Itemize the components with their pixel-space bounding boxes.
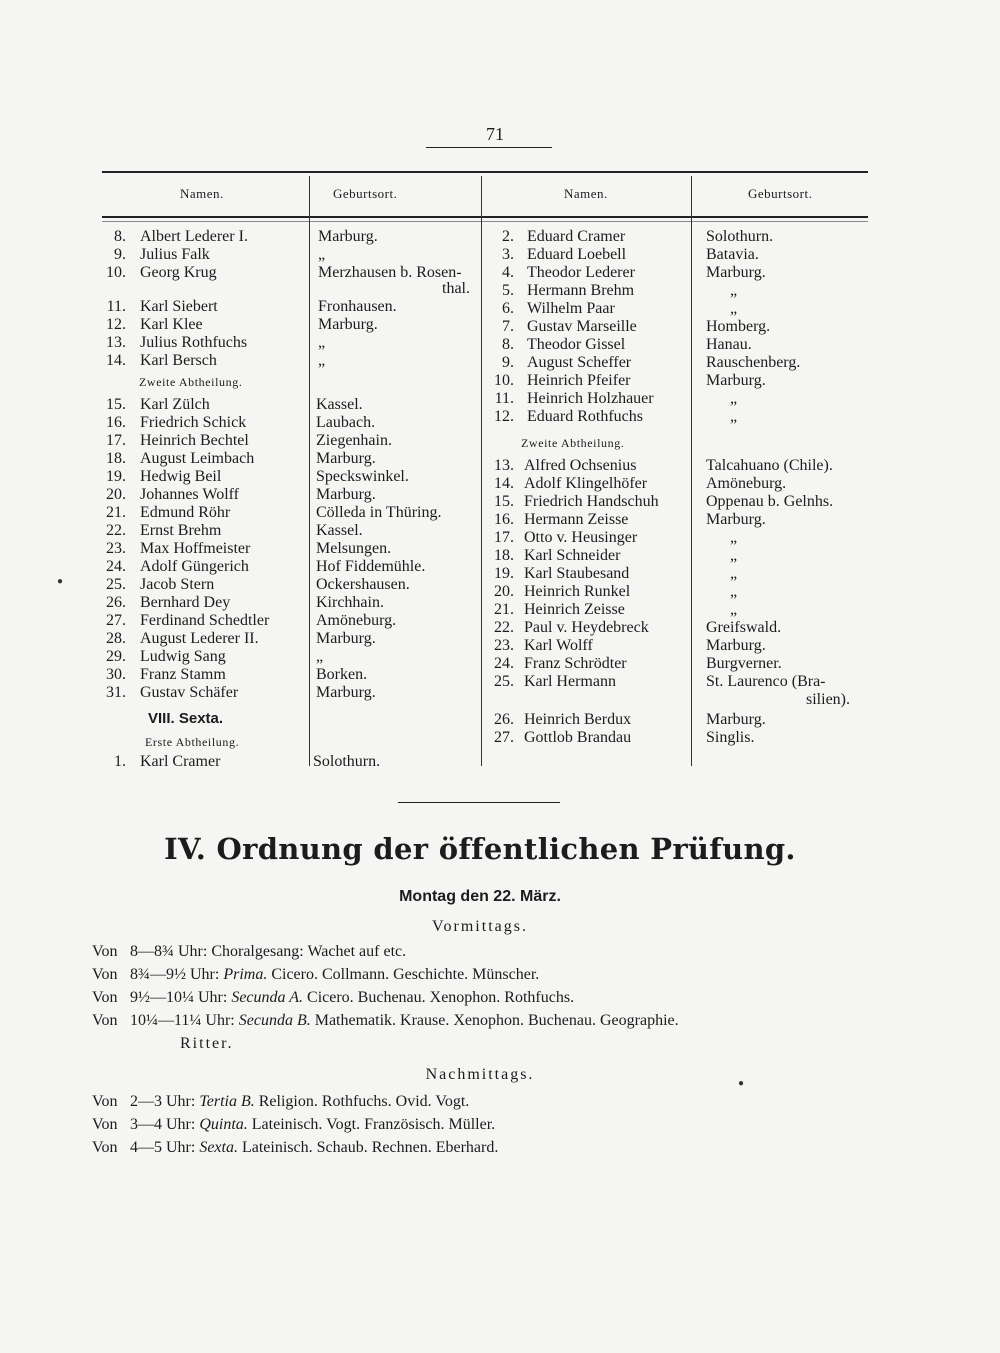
row-number: 19. (494, 565, 514, 582)
row-name: Karl Siebert (140, 298, 218, 315)
row-name: August Leimbach (140, 450, 255, 467)
row-name: Heinrich Runkel (524, 583, 631, 600)
row-number: 16. (494, 511, 514, 528)
row-place: „ (318, 334, 326, 351)
row-name: Heinrich Bechtel (140, 432, 249, 449)
row-number: 18. (494, 547, 514, 564)
schedule-class: Secunda A. (231, 989, 304, 1006)
row-place: Singlis. (706, 729, 755, 746)
row-number: 22. (106, 522, 126, 539)
row-number: 18. (106, 450, 126, 467)
row-number: 23. (106, 540, 126, 557)
row-place: Marburg. (706, 511, 766, 528)
schedule-time: 8—8¾ Uhr: (130, 943, 208, 960)
row-place: Marburg. (706, 264, 766, 281)
class-heading-sexta: VIII. Sexta. (148, 710, 224, 727)
row-place: Marburg. (318, 228, 378, 245)
row-name: Hermann Zeisse (524, 511, 629, 528)
row-name: Albert Lederer I. (140, 228, 248, 245)
row-name: Ferdinand Schedtler (140, 612, 270, 629)
row-name: Karl Klee (140, 316, 203, 333)
row-place: Melsungen. (316, 540, 392, 557)
row-place: silien). (806, 691, 850, 708)
row-place: „ (318, 246, 326, 263)
left-column-divider (309, 176, 310, 766)
row-number: 15. (494, 493, 514, 510)
schedule-time: 3—4 Uhr: (130, 1116, 196, 1133)
row-name: Heinrich Pfeifer (527, 372, 631, 389)
row-place: Marburg. (706, 711, 766, 728)
row-number: 20. (106, 486, 126, 503)
row-number: 26. (494, 711, 514, 728)
row-name: Karl Zülch (140, 396, 210, 413)
row-name: August Scheffer (527, 354, 632, 371)
row-name: Karl Hermann (524, 673, 616, 690)
row-number: 19. (106, 468, 126, 485)
row-number: 8. (114, 228, 126, 245)
row-number: 25. (106, 576, 126, 593)
row-number: 1. (114, 753, 126, 770)
row-place: Amöneburg. (316, 612, 397, 629)
schedule-line (92, 963, 539, 986)
row-name: Adolf Güngerich (140, 558, 249, 575)
left-subheading-erste: Erste Abtheilung. (145, 735, 240, 749)
table-top-rule (102, 171, 868, 173)
von-label: Von (92, 1093, 118, 1110)
row-number: 27. (494, 729, 514, 746)
row-name: Paul v. Heydebreck (524, 619, 649, 636)
row-name: Franz Stamm (140, 666, 226, 683)
row-number: 6. (502, 300, 514, 317)
schedule-class: Prima. (223, 966, 268, 983)
schedule-text: Lateinisch. Vogt. Französisch. Müller. (251, 1116, 496, 1133)
schedule-class: Tertia B. (199, 1093, 255, 1110)
row-name: Karl Wolff (524, 637, 593, 654)
row-place: Borken. (316, 666, 368, 683)
row-name: Johannes Wolff (140, 486, 239, 503)
row-number: 21. (494, 601, 514, 618)
schedule-time: 9½—10¼ Uhr: (130, 989, 228, 1006)
row-place: Rauschenberg. (706, 354, 801, 371)
header-right-place: Geburtsort. (748, 186, 813, 201)
schedule-line (92, 1113, 495, 1136)
table-header-rule (102, 216, 868, 218)
row-place: Solothurn. (313, 753, 381, 770)
header-left-place: Geburtsort. (333, 186, 398, 201)
row-name: Karl Staubesand (524, 565, 630, 582)
row-number: 29. (106, 648, 126, 665)
von-label: Von (92, 1012, 118, 1029)
row-place: Hanau. (706, 336, 752, 353)
row-place: „ (730, 300, 738, 317)
row-number: 25. (494, 673, 514, 690)
row-name: Theodor Gissel (527, 336, 626, 353)
row-place: Kirchhain. (316, 594, 384, 611)
row-number: 21. (106, 504, 126, 521)
row-name: Heinrich Holzhauer (527, 390, 654, 407)
row-number: 11. (494, 390, 514, 407)
von-label: Von (92, 943, 118, 960)
row-number: 11. (106, 298, 126, 315)
row-name: Georg Krug (140, 264, 217, 281)
table-header-rule-2 (102, 221, 868, 222)
header-left-name: Namen. (180, 186, 224, 201)
afternoon-label: Nachmittags. (425, 1066, 535, 1083)
row-place: Merzhausen b. Rosen- (318, 264, 462, 281)
row-place: „ (730, 408, 738, 425)
morning-label: Vormittags. (432, 918, 528, 935)
row-name: Alfred Ochsenius (524, 457, 637, 474)
row-place: Marburg. (706, 372, 766, 389)
row-place: Ockershausen. (316, 576, 410, 593)
row-place: Marburg. (316, 630, 376, 647)
row-place: thal. (442, 280, 470, 297)
schedule-time: 4—5 Uhr: (130, 1139, 196, 1156)
row-number: 10. (494, 372, 514, 389)
row-name: Julius Rothfuchs (140, 334, 248, 351)
row-name: Ludwig Sang (140, 648, 226, 665)
row-number: 9. (114, 246, 126, 263)
row-place: „ (730, 565, 738, 582)
schedule-line (92, 1090, 469, 1113)
schedule-line (92, 1009, 679, 1032)
von-label: Von (92, 1116, 118, 1133)
schedule-class: Secunda B. (238, 1012, 311, 1029)
row-number: 24. (106, 558, 126, 575)
row-place: Ziegenhain. (316, 432, 392, 449)
row-place: „ (730, 529, 738, 546)
row-place: Kassel. (316, 522, 363, 539)
row-name: Friedrich Handschuh (524, 493, 659, 510)
row-place: Cölleda in Thüring. (316, 504, 442, 521)
row-number: 2. (502, 228, 514, 245)
row-place: „ (730, 282, 738, 299)
page-number: 71 (486, 124, 504, 144)
right-subheading-zweite: Zweite Abtheilung. (521, 436, 625, 450)
row-place: Greifswald. (706, 619, 782, 636)
row-place: „ (730, 547, 738, 564)
row-place: Fronhausen. (318, 298, 397, 315)
row-place: „ (316, 648, 324, 665)
row-number: 13. (494, 457, 514, 474)
schedule-text: Mathematik. Krause. Xenophon. Buchenau. Geographie. (314, 1012, 679, 1029)
row-place: „ (730, 390, 738, 407)
left-subheading-zweite: Zweite Abtheilung. (139, 375, 243, 389)
row-number: 10. (106, 264, 126, 281)
row-place: Solothurn. (706, 228, 774, 245)
row-number: 17. (494, 529, 514, 546)
row-place: „ (730, 583, 738, 600)
row-name: Bernhard Dey (140, 594, 231, 611)
row-place: „ (318, 352, 326, 369)
header-right-name: Namen. (564, 186, 608, 201)
row-name: Karl Cramer (140, 753, 221, 770)
row-name: Julius Falk (140, 246, 210, 263)
row-number: 3. (502, 246, 514, 263)
row-name: Gustav Marseille (527, 318, 637, 335)
schedule-line (92, 940, 406, 963)
row-place: Hof Fiddemühle. (316, 558, 426, 575)
row-name: Hedwig Beil (140, 468, 222, 485)
row-place: Burgverner. (706, 655, 782, 672)
stray-mark-dot: ● (738, 1078, 745, 1089)
row-name: August Lederer II. (140, 630, 259, 647)
row-number: 5. (502, 282, 514, 299)
row-number: 27. (106, 612, 126, 629)
row-number: 22. (494, 619, 514, 636)
row-place: Marburg. (706, 637, 766, 654)
stray-mark-dot: ● (57, 576, 64, 587)
row-number: 14. (106, 352, 126, 369)
schedule-line (92, 1136, 498, 1159)
row-name: Heinrich Zeisse (524, 601, 625, 618)
row-place: Marburg. (316, 486, 376, 503)
schedule-class: Quinta. (199, 1116, 248, 1133)
row-place: Laubach. (316, 414, 376, 431)
row-name: Wilhelm Paar (527, 300, 615, 317)
center-divider (481, 176, 482, 766)
row-name: Otto v. Heusinger (524, 529, 638, 546)
row-number: 16. (106, 414, 126, 431)
row-place: Homberg. (706, 318, 771, 335)
schedule-time: 2—3 Uhr: (130, 1093, 196, 1110)
row-name: Eduard Cramer (527, 228, 626, 245)
von-label: Von (92, 989, 118, 1006)
row-name: Gustav Schäfer (140, 684, 239, 701)
row-place: Marburg. (318, 316, 378, 333)
schedule-text: Religion. Rothfuchs. Ovid. Vogt. (258, 1093, 470, 1110)
row-name: Karl Schneider (524, 547, 621, 564)
row-name: Eduard Rothfuchs (527, 408, 643, 425)
row-number: 4. (502, 264, 514, 281)
row-place: St. Laurenco (Bra- (706, 673, 826, 690)
row-number: 24. (494, 655, 514, 672)
schedule-class: Sexta. (199, 1139, 238, 1156)
row-name: Hermann Brehm (527, 282, 635, 299)
row-place: Talcahuano (Chile). (706, 457, 833, 474)
row-place: Batavia. (706, 246, 759, 263)
row-number: 7. (502, 318, 514, 335)
row-name: Edmund Röhr (140, 504, 231, 521)
row-number: 9. (502, 354, 514, 371)
row-number: 12. (106, 316, 126, 333)
right-column-divider (691, 176, 692, 766)
row-name: Karl Bersch (140, 352, 217, 369)
row-name: Friedrich Schick (140, 414, 247, 431)
row-number: 30. (106, 666, 126, 683)
row-name: Gottlob Brandau (524, 729, 632, 746)
row-name: Adolf Klingelhöfer (524, 475, 648, 492)
schedule-time: 8¾—9½ Uhr: (130, 966, 220, 983)
row-place: „ (730, 601, 738, 618)
row-name: Eduard Loebell (527, 246, 627, 263)
von-label: Von (92, 1139, 118, 1156)
row-place: Speckswinkel. (316, 468, 409, 485)
schedule-line (92, 986, 574, 1009)
schedule-continuation: Ritter. (180, 1035, 234, 1052)
day-heading: Montag den 22. März. (399, 888, 561, 905)
row-name: Max Hoffmeister (140, 540, 251, 557)
schedule-time: 10¼—11¼ Uhr: (130, 1012, 235, 1029)
row-name: Ernst Brehm (140, 522, 222, 539)
row-number: 12. (494, 408, 514, 425)
row-number: 31. (106, 684, 126, 701)
section-separator (398, 802, 560, 803)
row-number: 28. (106, 630, 126, 647)
row-number: 15. (106, 396, 126, 413)
row-number: 17. (106, 432, 126, 449)
schedule-text: Choralgesang: Wachet auf etc. (211, 943, 407, 960)
row-place: Oppenau b. Gelnhs. (706, 493, 834, 510)
schedule-text: Cicero. Buchenau. Xenophon. Rothfuchs. (307, 989, 575, 1006)
row-number: 14. (494, 475, 514, 492)
row-number: 8. (502, 336, 514, 353)
von-label: Von (92, 966, 118, 983)
section-title: IV. Ordnung der öffentlichen Prüfung. (164, 832, 796, 866)
row-number: 26. (106, 594, 126, 611)
row-place: Marburg. (316, 450, 376, 467)
schedule-text: Lateinisch. Schaub. Rechnen. Eberhard. (241, 1139, 499, 1156)
row-place: Amöneburg. (706, 475, 787, 492)
row-number: 13. (106, 334, 126, 351)
row-name: Franz Schrödter (524, 655, 627, 672)
row-number: 20. (494, 583, 514, 600)
row-place: Marburg. (316, 684, 376, 701)
row-number: 23. (494, 637, 514, 654)
row-name: Heinrich Berdux (524, 711, 632, 728)
page-number-rule (426, 147, 552, 148)
schedule-text: Cicero. Collmann. Geschichte. Münscher. (271, 966, 540, 983)
row-name: Jacob Stern (140, 576, 215, 593)
row-name: Theodor Lederer (527, 264, 635, 281)
row-place: Kassel. (316, 396, 363, 413)
